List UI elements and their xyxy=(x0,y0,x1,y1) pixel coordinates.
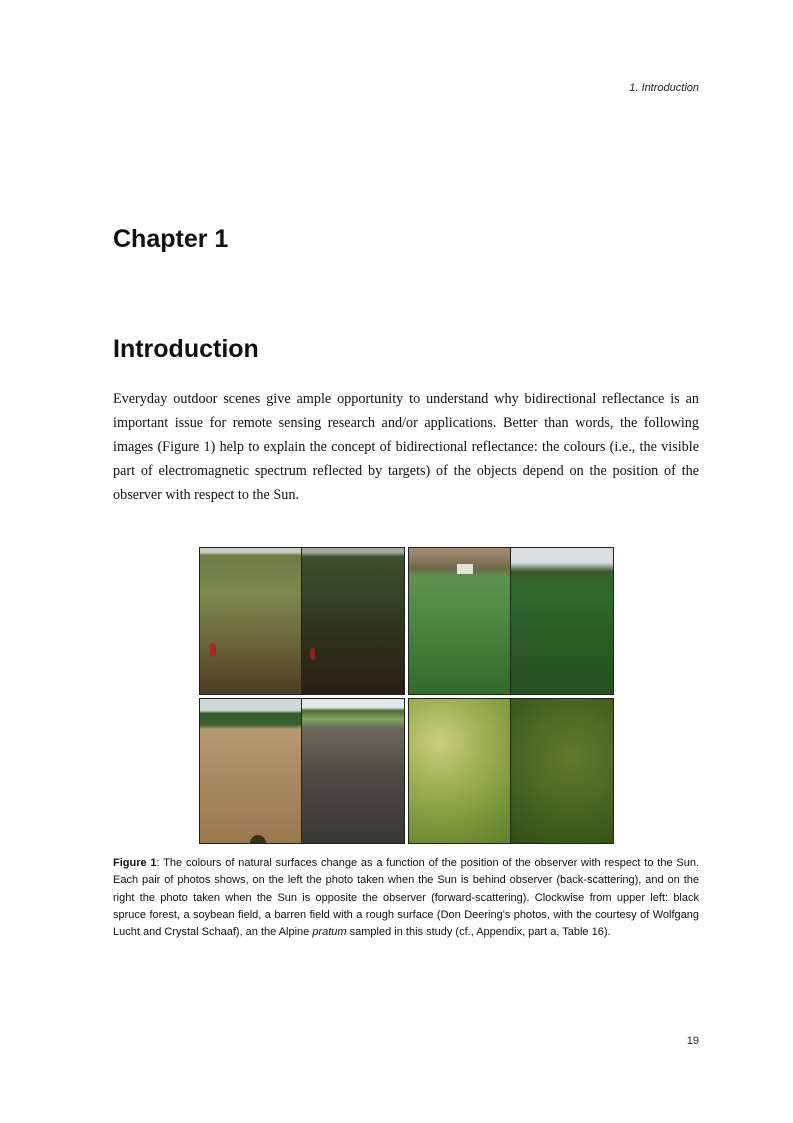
photo-back-scattering xyxy=(200,548,302,694)
red-flowers xyxy=(210,643,216,657)
photo-forward-scattering xyxy=(511,548,613,694)
running-head: 1. Introduction xyxy=(629,82,699,94)
photo-back-scattering xyxy=(200,699,302,843)
photo-forward-scattering xyxy=(302,699,404,843)
figure-1 xyxy=(199,547,614,844)
photo-pair-alpine-pratum xyxy=(408,698,614,844)
caption-italic-term: pratum xyxy=(312,926,347,939)
caption-text: : The colours of natural surfaces change as a function of the position of the observer with respect to the Sun. Each pair of photos shows, on the left the photo taken when the Sun is behind observer (back-scattering), and on the right the photo taken when the Sun is opposite the observer (forward-scattering). Clockwise from upper left: black spruce forest, a soybean field, a barren field with a rough surface (Don Deering's photos, with the courtesy of Wolfgang Lucht and Crystal Schaaf), an the Alpine xyxy=(113,857,699,939)
figure-label: Figure 1 xyxy=(113,857,157,869)
building xyxy=(457,564,473,574)
photo-pair-barren-field xyxy=(199,698,405,844)
caption-text-end: sampled in this study (cf., Appendix, part a, Table 16). xyxy=(346,926,611,939)
chapter-label: Chapter 1 xyxy=(113,225,229,253)
observer-shadow xyxy=(250,835,266,844)
photo-pair-soybean-field xyxy=(408,547,614,695)
body-paragraph: Everyday outdoor scenes give ample opportunity to understand why bidirectional reflectance is an important issue for remote sensing research and/or applications. Better than words, the following images (Figure 1) help to explain the concept of bidirectional reflectance: the colours (i.e., the visible part of electromagnetic spectrum reflected by targets) of the objects depend on the position of the observer with respect to the Sun. xyxy=(113,391,699,503)
photo-back-scattering xyxy=(409,699,511,843)
photo-back-scattering xyxy=(409,548,511,694)
section-title: Introduction xyxy=(113,335,259,363)
photo-pair-spruce-forest xyxy=(199,547,405,695)
photo-forward-scattering xyxy=(302,548,404,694)
figure-caption xyxy=(113,855,699,941)
page-number: 19 xyxy=(686,1035,699,1047)
red-flowers xyxy=(310,648,315,660)
photo-forward-scattering xyxy=(511,699,613,843)
